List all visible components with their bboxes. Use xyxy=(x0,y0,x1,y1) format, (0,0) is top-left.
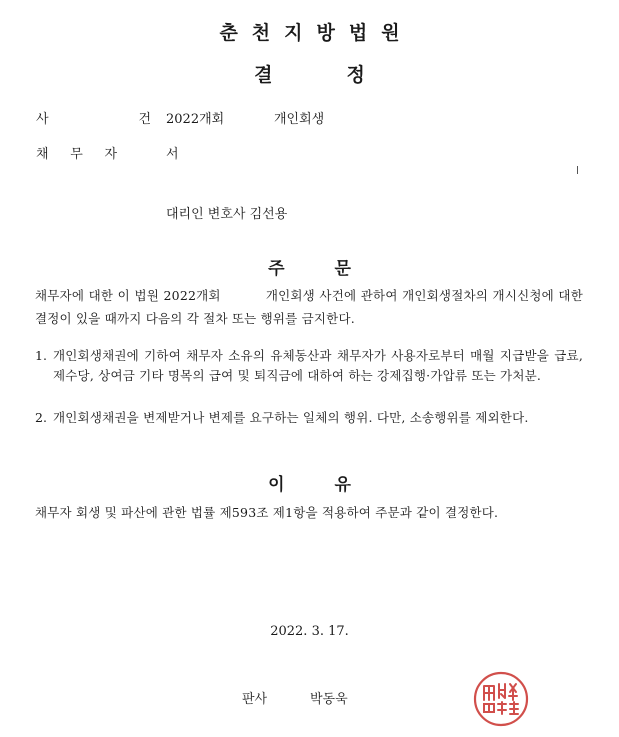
reason-heading-char: 이 xyxy=(268,475,285,495)
margin-tick xyxy=(577,166,578,174)
order-item-1 xyxy=(35,346,583,386)
court-seal-icon xyxy=(472,670,530,728)
court-name: 춘천지방법원 xyxy=(219,22,414,44)
reason-heading xyxy=(0,470,619,495)
document-type-title xyxy=(0,60,619,87)
case-name: 개인회생 xyxy=(274,112,325,127)
order-item-number: 2. xyxy=(35,410,47,425)
decision-date: 2022. 3. 17. xyxy=(270,624,349,639)
debtor-name: 서 xyxy=(166,147,179,162)
reason-heading-char: 유 xyxy=(334,475,351,495)
order-intro: 채무자에 대한 이 법원 2022개회 개인회생 사건에 관하여 개인회생절차의 개시신청에 대한 결정이 있을 때까지 다음의 각 절차 또는 행위를 금지한다. xyxy=(35,288,588,326)
order-item-text: 개인회생채권을 변제받거나 변제를 요구하는 일체의 행위. 다만, 소송행위를 제외한다. xyxy=(53,410,529,425)
debtor-label-char: 자 xyxy=(104,147,117,162)
case-label-char: 건 xyxy=(138,112,151,127)
order-item-number: 1. xyxy=(35,348,47,363)
case-label xyxy=(36,108,151,127)
debtor-label-char: 채 xyxy=(36,147,49,162)
reason-text: 채무자 회생 및 파산에 관한 법률 제593조 제1항을 적용하여 주문과 같이 결정한다. xyxy=(35,505,499,520)
document-type-char-1: 결 xyxy=(254,64,273,86)
order-item-text: 개인회생채권에 기하여 채무자 소유의 유체동산과 채무자가 사용자로부터 매월 지급받을 급료, 제수당, 상여금 기타 명목의 급여 및 퇴직금에 대하여 하는 강제집행·가압류 또는 가처분. xyxy=(53,348,583,383)
order-heading-char: 주 xyxy=(268,259,285,279)
case-label-char: 사 xyxy=(36,112,49,127)
order-heading xyxy=(0,254,619,279)
debtor-label xyxy=(36,143,117,162)
signer-role: 판사 xyxy=(242,692,268,707)
debtor-agent: 대리인 변호사 김선용 xyxy=(166,207,288,222)
debtor-label-char: 무 xyxy=(70,147,83,162)
document-type-char-2: 정 xyxy=(346,64,365,86)
order-item-2 xyxy=(35,408,583,428)
case-number: 2022개회 xyxy=(166,112,225,127)
signer-name: 박동욱 xyxy=(310,692,348,707)
order-heading-char: 문 xyxy=(334,259,351,279)
